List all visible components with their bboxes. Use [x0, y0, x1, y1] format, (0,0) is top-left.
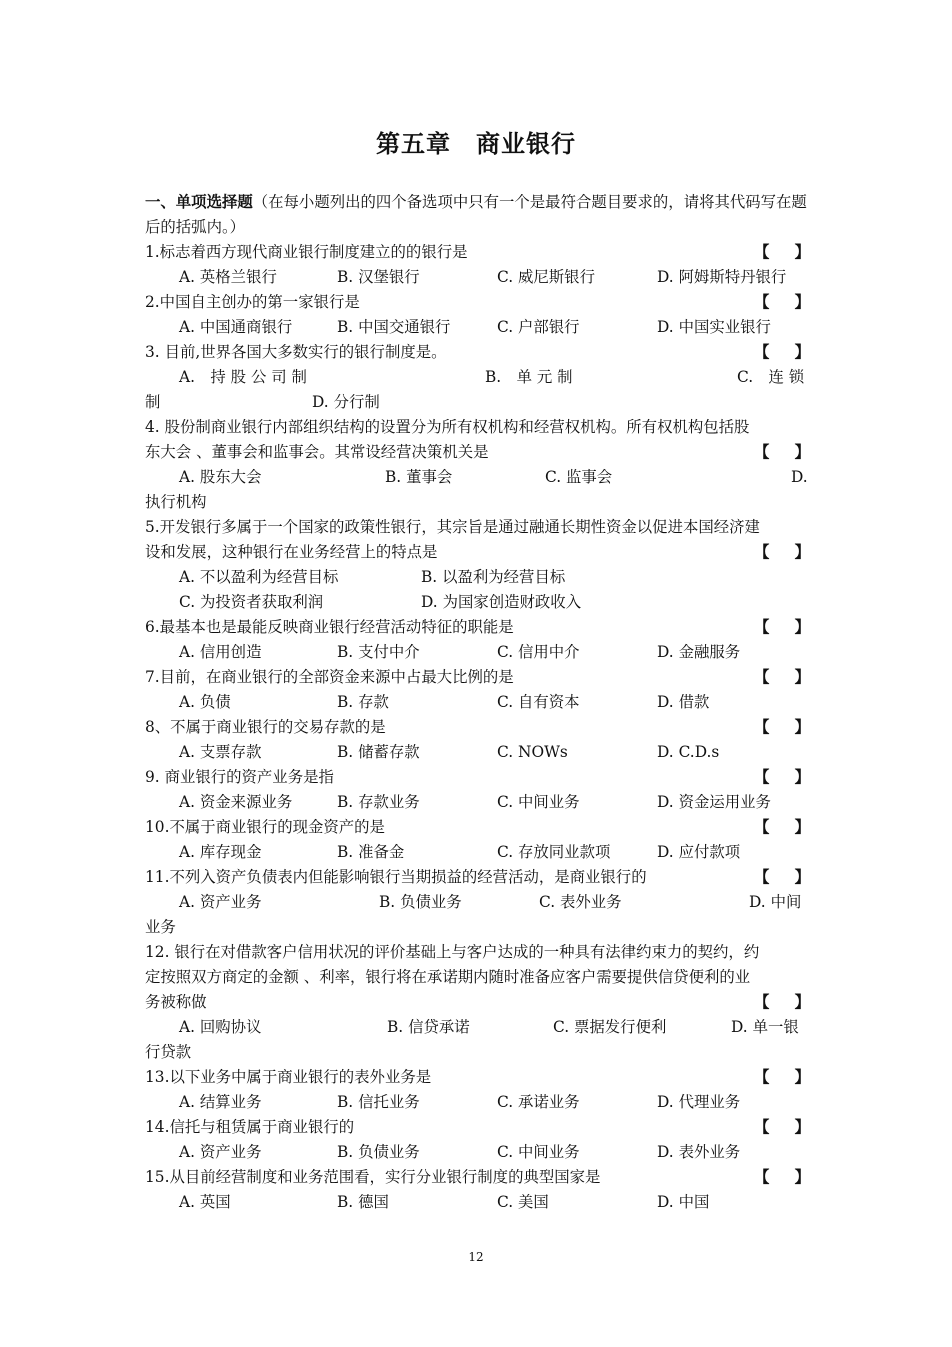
options-row [145, 565, 810, 590]
bracket-close: 】 [794, 993, 810, 1011]
options-row [145, 465, 810, 490]
option-a: A. 中国通商银行 [179, 318, 293, 336]
option-d: D. 中国实业银行 [657, 318, 771, 336]
option-b: B. 董事会 [385, 468, 453, 486]
bracket-open: 【 [754, 618, 770, 636]
options-row [145, 1015, 810, 1040]
question-stem [145, 415, 810, 440]
answer-bracket[interactable] [754, 240, 810, 265]
option-c: C. 连 锁 [737, 368, 805, 386]
bracket-close: 】 [794, 443, 810, 461]
bracket-open: 【 [754, 543, 770, 561]
question-stem [145, 765, 810, 790]
answer-bracket[interactable] [754, 765, 810, 790]
bracket-close: 】 [794, 243, 810, 261]
bracket-close: 】 [794, 818, 810, 836]
option-c: C. 存放同业款项 [497, 843, 611, 861]
options-row [145, 1140, 810, 1165]
option-a: A. 资产业务 [179, 893, 262, 911]
bracket-open: 【 [754, 868, 770, 886]
bracket-close: 】 [794, 543, 810, 561]
options-row [145, 740, 810, 765]
options-row [145, 265, 810, 290]
answer-bracket[interactable] [754, 440, 810, 465]
option-b: B. 存款 [337, 693, 389, 711]
option-d: D. 阿姆斯特丹银行 [657, 268, 787, 286]
options-row [145, 690, 810, 715]
question-stem [145, 440, 810, 465]
question-stem [145, 290, 810, 315]
answer-bracket[interactable] [754, 990, 810, 1015]
option-c: C. 中间业务 [497, 793, 580, 811]
bracket-close: 】 [794, 343, 810, 361]
bracket-close: 】 [794, 1118, 810, 1136]
option-d: D. 代理业务 [657, 1093, 741, 1111]
bracket-open: 【 [754, 668, 770, 686]
option-c: C. 监事会 [545, 468, 613, 486]
option-c: C. 票据发行便利 [553, 1018, 667, 1036]
options-row [145, 365, 810, 390]
option-c: C. 表外业务 [539, 893, 622, 911]
question-stem [145, 965, 810, 990]
page-number: 12 [468, 1250, 484, 1264]
option-c: C. NOWs [497, 743, 568, 761]
question-stem [145, 865, 810, 890]
option-a: A. 资金来源业务 [179, 793, 293, 811]
answer-bracket[interactable] [754, 1065, 810, 1090]
answer-bracket[interactable] [754, 865, 810, 890]
option-b: B. 中国交通银行 [337, 318, 451, 336]
answer-bracket[interactable] [754, 665, 810, 690]
question-stem-text: 定按照双方商定的金额 、利率，银行将在承诺期内随时准备应客户需要提供信贷便利的业 [145, 968, 751, 986]
question-stem [145, 990, 810, 1015]
option-d: D. 金融服务 [657, 643, 741, 661]
question-stem [145, 340, 810, 365]
question-stem [145, 815, 810, 840]
option-a: A. 支票存款 [179, 743, 262, 761]
question-stem-text: 14.信托与租赁属于商业银行的 [145, 1118, 355, 1136]
question-stem [145, 1165, 810, 1190]
question-stem-text: 3. 目前,世界各国大多数实行的银行制度是。 [145, 343, 447, 361]
section-instructions [145, 190, 810, 240]
question-stem [145, 715, 810, 740]
answer-bracket[interactable] [754, 1115, 810, 1140]
option-d: D. 应付款项 [657, 843, 741, 861]
option-a: A. 库存现金 [179, 843, 262, 861]
bracket-close: 】 [794, 668, 810, 686]
question-stem-text: 6.最基本也是最能反映商业银行经营活动特征的职能是 [145, 618, 514, 636]
question-stem-text: 7.目前，在商业银行的全部资金来源中占最大比例的是 [145, 668, 514, 686]
bracket-open: 【 [754, 343, 770, 361]
bracket-open: 【 [754, 768, 770, 786]
option-b: B. 准备金 [337, 843, 405, 861]
question-stem-text: 务被称做 [145, 993, 207, 1011]
option-b: B. 信贷承诺 [387, 1018, 470, 1036]
option-c: C. 承诺业务 [497, 1093, 580, 1111]
answer-bracket[interactable] [754, 815, 810, 840]
option-c: C. 为投资者获取利润 [179, 593, 324, 611]
option-a: A. 股东大会 [179, 468, 262, 486]
option-d: D. 借款 [657, 693, 710, 711]
section-heading: 一、单项选择题 [145, 193, 253, 211]
options-row [145, 1190, 810, 1215]
bracket-open: 【 [754, 818, 770, 836]
option-a: A. 资产业务 [179, 1143, 262, 1161]
section-instructions-text: （在每小题列出的四个备选项中只有一个是最符合题目要求的，请将其代码写在题后的括弧内。） [145, 193, 807, 236]
bracket-open: 【 [754, 1068, 770, 1086]
option-b: B. 单 元 制 [485, 368, 573, 386]
option-b: B. 负债业务 [337, 1143, 420, 1161]
option-b: B. 以盈利为经营目标 [421, 568, 566, 586]
option-d: D. 中国 [657, 1193, 710, 1211]
answer-bracket[interactable] [754, 615, 810, 640]
option-c: C. 威尼斯银行 [497, 268, 595, 286]
bracket-close: 】 [794, 1068, 810, 1086]
option-c: C. 户部银行 [497, 318, 580, 336]
option-a: A. 负债 [179, 693, 231, 711]
option-b: B. 负债业务 [379, 893, 462, 911]
options-row [145, 890, 810, 915]
option-a: A. 回购协议 [179, 1018, 262, 1036]
option-c: C. 美国 [497, 1193, 549, 1211]
bracket-close: 】 [794, 868, 810, 886]
option-a: A. 结算业务 [179, 1093, 262, 1111]
option-a: A. 英格兰银行 [179, 268, 277, 286]
question-stem-text: 13.以下业务中属于商业银行的表外业务是 [145, 1068, 432, 1086]
option-c: C. 中间业务 [497, 1143, 580, 1161]
question-stem-text: 4. 股份制商业银行内部组织结构的设置分为所有权机构和经营权机构。所有权机构包括股 [145, 418, 750, 436]
option-d: D. 资金运用业务 [657, 793, 771, 811]
options-row [145, 840, 810, 865]
option-d: D. 分行制 [312, 393, 380, 411]
options-row [145, 1090, 810, 1115]
question-stem [145, 515, 810, 540]
bracket-open: 【 [754, 1118, 770, 1136]
bracket-close: 】 [794, 1168, 810, 1186]
question-stem [145, 540, 810, 565]
question-stem [145, 1065, 810, 1090]
answer-bracket[interactable] [754, 290, 810, 315]
question-stem-text: 设和发展，这种银行在业务经营上的特点是 [145, 543, 438, 561]
option-c-wrap: 制 [145, 393, 161, 411]
option-c: C. 信用中介 [497, 643, 580, 661]
question-stem-text: 5.开发银行多属于一个国家的政策性银行，其宗旨是通过融通长期性资金以促进本国经济建 [145, 518, 760, 536]
option-d-wrap: 业务 [145, 918, 176, 936]
option-b: B. 信托业务 [337, 1093, 420, 1111]
bracket-close: 】 [794, 618, 810, 636]
options-row [145, 315, 810, 340]
question-stem-text: 东大会 、董事会和监事会。其常设经营决策机关是 [145, 443, 489, 461]
question-list [145, 190, 810, 1215]
bracket-open: 【 [754, 293, 770, 311]
question-stem-text: 10.不属于商业银行的现金资产的是 [145, 818, 385, 836]
option-d: D. C.D.s [657, 743, 720, 761]
option-b: B. 存款业务 [337, 793, 420, 811]
option-a: A. 信用创造 [179, 643, 262, 661]
answer-bracket[interactable] [754, 540, 810, 565]
question-stem-text: 1.标志着西方现代商业银行制度建立的的银行是 [145, 243, 468, 261]
option-b: B. 储蓄存款 [337, 743, 420, 761]
question-stem [145, 615, 810, 640]
option-d: D. 中间 [749, 893, 802, 911]
option-d-wrap: 执行机构 [145, 493, 207, 511]
option-c: C. 自有资本 [497, 693, 580, 711]
option-d: D. 为国家创造财政收入 [421, 593, 582, 611]
option-d: D. [791, 468, 808, 486]
options-row [145, 590, 810, 615]
option-b: B. 德国 [337, 1193, 389, 1211]
question-stem [145, 1115, 810, 1140]
question-stem-text: 8、不属于商业银行的交易存款的是 [145, 718, 386, 736]
question-stem-text: 9. 商业银行的资产业务是指 [145, 768, 334, 786]
bracket-open: 【 [754, 243, 770, 261]
question-stem-text: 15.从目前经营制度和业务范围看，实行分业银行制度的典型国家是 [145, 1168, 601, 1186]
bracket-open: 【 [754, 993, 770, 1011]
option-a: A. 不以盈利为经营目标 [179, 568, 339, 586]
answer-bracket[interactable] [754, 1165, 810, 1190]
option-b: B. 汉堡银行 [337, 268, 420, 286]
option-d: D. 表外业务 [657, 1143, 741, 1161]
bracket-close: 】 [794, 718, 810, 736]
option-a: A. 持 股 公 司 制 [179, 368, 307, 386]
question-stem [145, 665, 810, 690]
answer-bracket[interactable] [754, 340, 810, 365]
question-stem [145, 940, 810, 965]
option-d: D. 单一银 [731, 1018, 799, 1036]
chapter-title: 第五章 商业银行 [376, 130, 576, 158]
option-b: B. 支付中介 [337, 643, 420, 661]
answer-bracket[interactable] [754, 715, 810, 740]
option-a: A. 英国 [179, 1193, 231, 1211]
options-row-wrap [145, 390, 810, 415]
question-stem-text: 2.中国自主创办的第一家银行是 [145, 293, 360, 311]
bracket-close: 】 [794, 293, 810, 311]
bracket-close: 】 [794, 768, 810, 786]
question-stem-text: 11.不列入资产负债表内但能影响银行当期损益的经营活动，是商业银行的 [145, 868, 647, 886]
bracket-open: 【 [754, 1168, 770, 1186]
option-d-wrap: 行贷款 [145, 1043, 192, 1061]
options-row [145, 640, 810, 665]
options-row [145, 790, 810, 815]
bracket-open: 【 [754, 443, 770, 461]
question-stem [145, 240, 810, 265]
question-stem-text: 12. 银行在对借款客户信用状况的评价基础上与客户达成的一种具有法律约束力的契约，约 [145, 943, 760, 961]
bracket-open: 【 [754, 718, 770, 736]
